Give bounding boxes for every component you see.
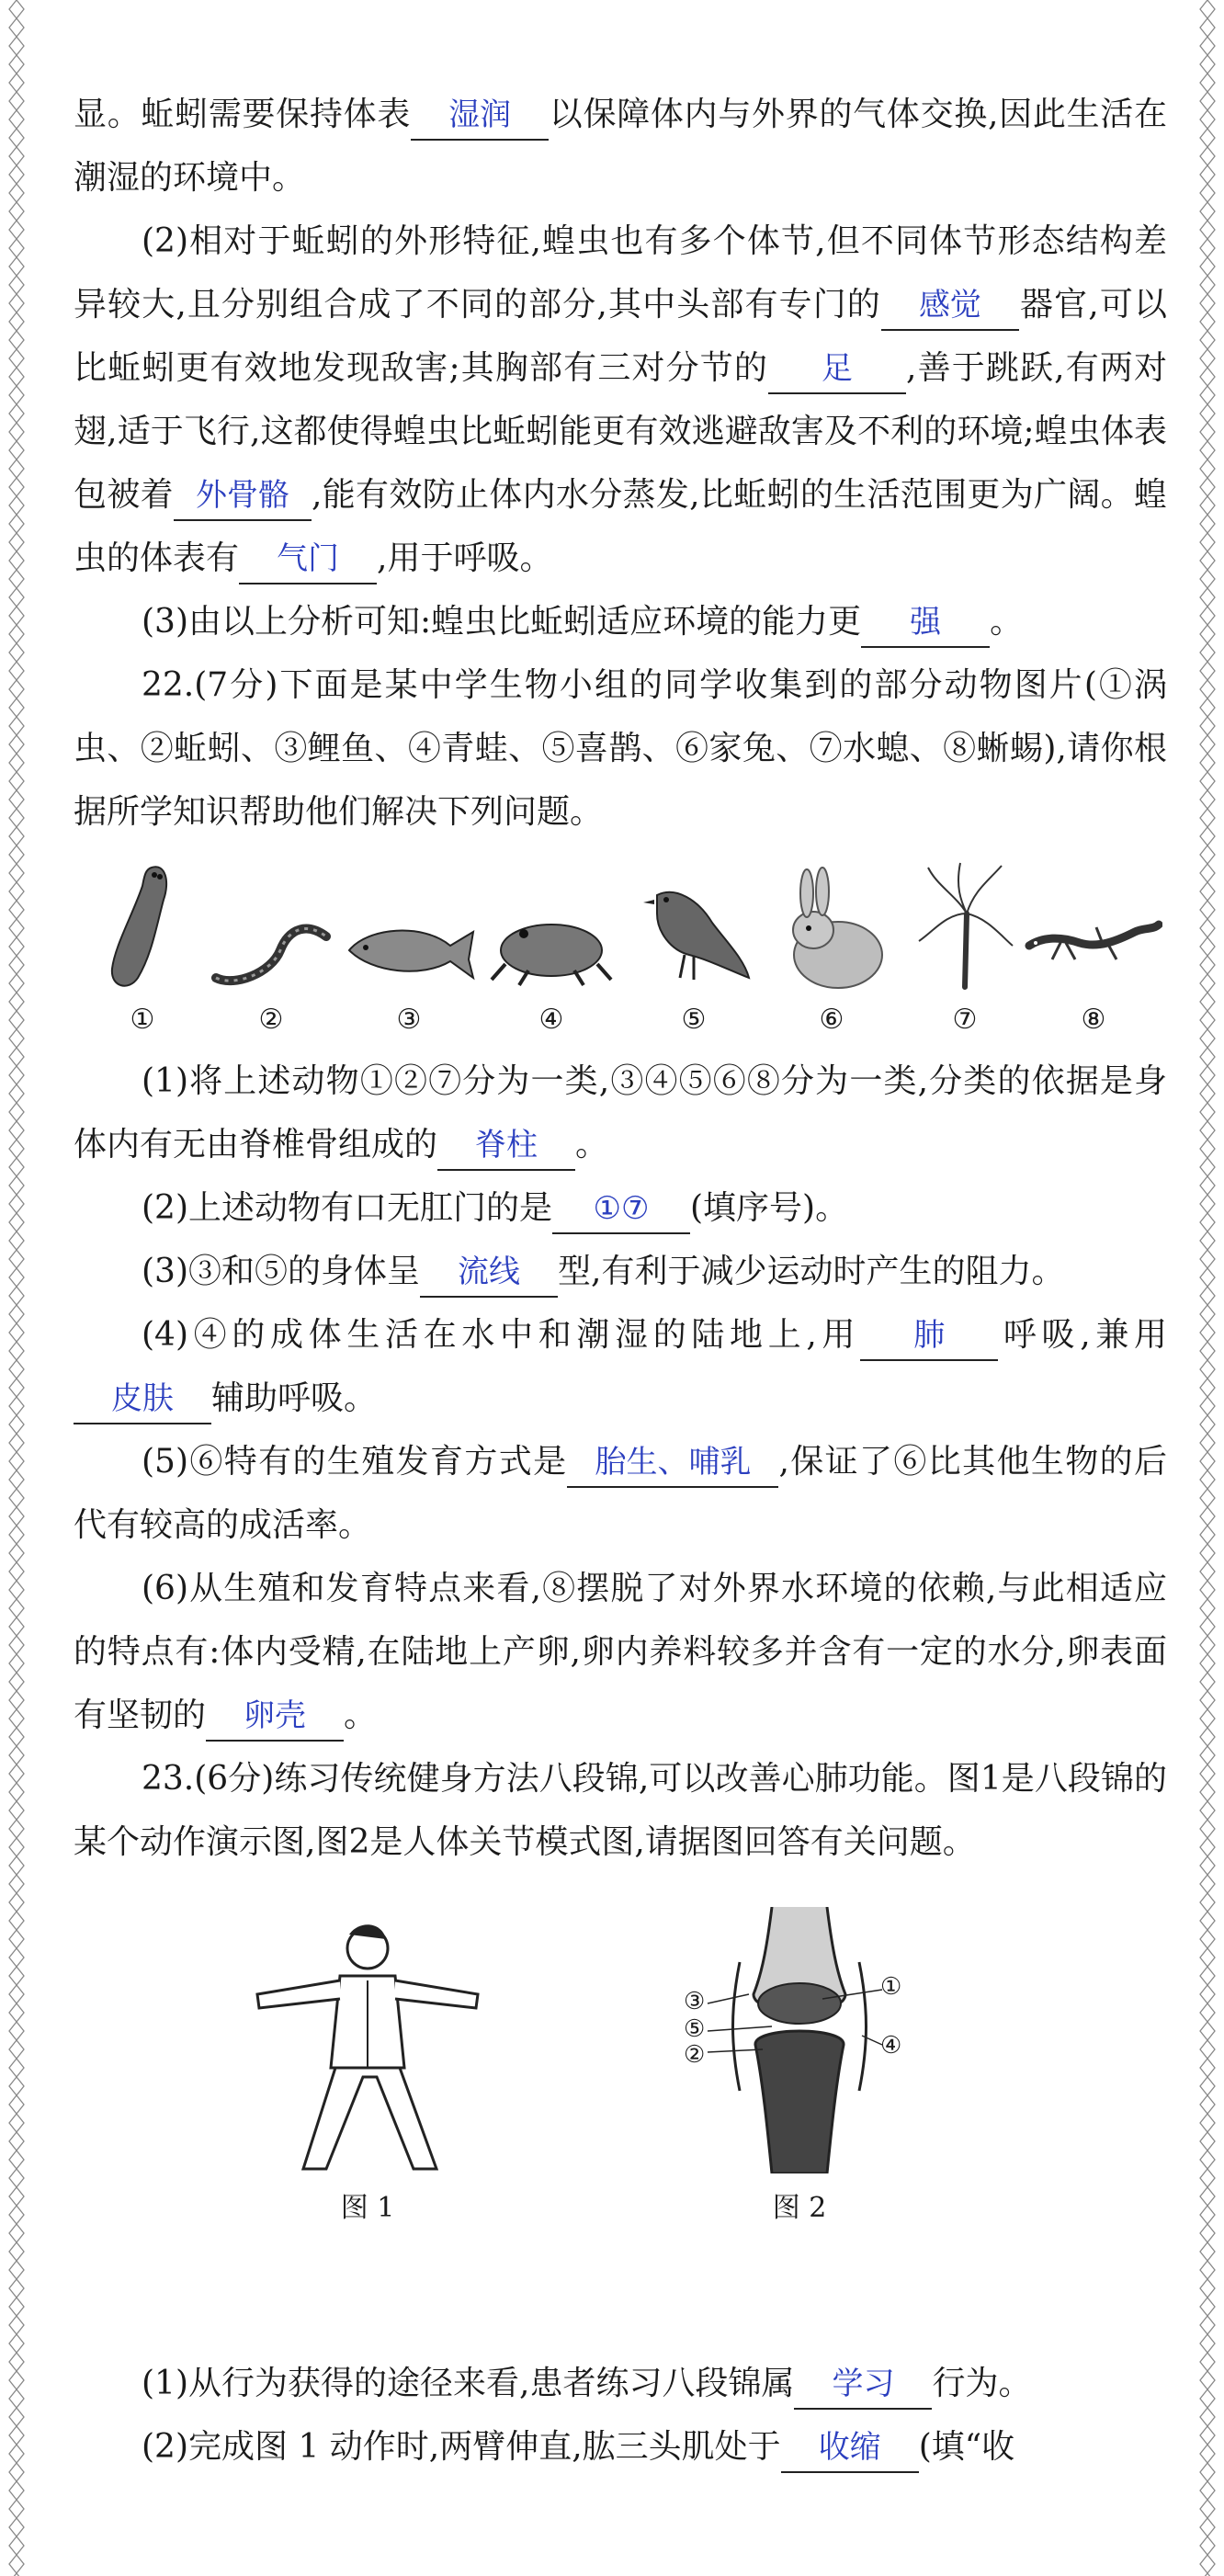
animal-rabbit bbox=[763, 858, 901, 1036]
q22-sub2: (2)上述动物有口无肛门的是 ①⑦ (填序号)。 bbox=[74, 1176, 1167, 1240]
magpie-icon bbox=[634, 858, 754, 996]
animal-number-5: ⑤ bbox=[681, 1004, 707, 1036]
q22-sub6: (6)从生殖和发育特点来看,⑧摆脱了对外界水环境的依赖,与此相适应的特点有:体内受精,在陆地上产卵,卵内养料较多并含有一定的水分,卵表面有坚韧的 卵壳 。 bbox=[74, 1557, 1167, 1747]
answer-blank-exoskeleton: 外骨骼 bbox=[174, 473, 312, 521]
answer-blank-streamline: 流线 bbox=[420, 1250, 558, 1298]
lizard-icon bbox=[1025, 858, 1162, 996]
answer-blank-eggshell: 卵壳 bbox=[206, 1694, 344, 1742]
answer-blank-no-anus: ①⑦ bbox=[552, 1186, 690, 1234]
answer-blank-learned: 学习 bbox=[794, 2362, 932, 2410]
answer-blank-sense: 感觉 bbox=[881, 283, 1019, 331]
joint-label-1: ① bbox=[880, 1973, 902, 2001]
answer-blank-lung: 肺 bbox=[860, 1313, 998, 1361]
figure-1 bbox=[248, 1907, 487, 2225]
answer-blank-skin: 皮肤 bbox=[74, 1377, 211, 1424]
q22-sub1: (1)将上述动物①②⑦分为一类,③④⑤⑥⑧分为一类,分类的依据是身体内有无由脊椎骨组成的 脊柱 。 bbox=[74, 1050, 1167, 1176]
answer-blank-viviparous: 胎生、哺乳 bbox=[567, 1440, 778, 1488]
q22-sub4: (4)④的成体生活在水中和潮湿的陆地上,用 肺 呼吸,兼用皮肤 辅助呼吸。 bbox=[74, 1303, 1167, 1430]
q23-figures bbox=[74, 1907, 1167, 2339]
joint-label-2: ② bbox=[684, 2041, 706, 2069]
joint-label-5: ⑤ bbox=[684, 2015, 706, 2043]
animal-magpie bbox=[625, 858, 763, 1036]
animal-carp bbox=[340, 858, 478, 1036]
animal-number-1: ① bbox=[130, 1004, 155, 1036]
joint-diagram-icon bbox=[698, 1907, 901, 2173]
animal-hydra bbox=[896, 858, 1034, 1036]
joint-label-3: ③ bbox=[684, 1988, 706, 2015]
q22-sub5: (5)⑥特有的生殖发育方式是 胎生、哺乳 ,保证了⑥比其他生物的后代有较高的成活率。 bbox=[74, 1430, 1167, 1557]
q23-sub1: (1)从行为获得的途径来看,患者练习八段锦属 学习 行为。 bbox=[74, 2352, 1167, 2415]
planarian-icon bbox=[101, 858, 184, 996]
animal-lizard bbox=[1025, 858, 1162, 1036]
q21-part1-text: 显。蚯蚓需要保持体表 湿润 以保障体内与外界的气体交换,因此生活在潮湿的环境中。 bbox=[74, 83, 1167, 210]
right-decorative-border bbox=[1196, 0, 1218, 2576]
q22-sub3: (3)③和⑤的身体呈 流线 型,有利于减少运动时产生的阻力。 bbox=[74, 1240, 1167, 1303]
animal-number-3: ③ bbox=[396, 1004, 422, 1036]
answer-blank-spiracle: 气门 bbox=[239, 537, 377, 584]
q22-intro: 22.(7分)下面是某中学生物小组的同学收集到的部分动物图片(①涡虫、②蚯蚓、③鲤鱼、④青蛙、⑤喜鹊、⑥家兔、⑦水螅、⑧蜥蜴),请你根据所学知识帮助他们解决下列问题。 bbox=[74, 666, 1167, 831]
animal-pictures-row bbox=[74, 858, 1167, 1042]
q21-part3-text: (3)由以上分析可知:蝗虫比蚯蚓适应环境的能力更 强 。 bbox=[74, 590, 1167, 653]
animal-planarian bbox=[74, 858, 211, 1036]
animal-number-2: ② bbox=[258, 1004, 284, 1036]
worksheet-page bbox=[74, 83, 1167, 2479]
figure-2 bbox=[684, 1907, 902, 2225]
animal-earthworm bbox=[202, 858, 340, 1036]
answer-blank-contract: 收缩 bbox=[781, 2425, 919, 2473]
q21-part2-text: (2)相对于蚯蚓的外形特征,蝗虫也有多个体节,但不同体节形态结构差异较大,且分别组合成了不同的部分,其中头部有专门的 感觉 器官,可以比蚯蚓更有效地发现敌害;其胸部有三对分节的 足 ,善于跳跃,有两对翅,适于飞行,这都使得蝗虫比蚯蚓能更有效逃避敌害及不利的环境;蝗虫体表包被着 外骨骼 ,能有效防止体内水分蒸发,比蚯蚓的生活范围更为广阔。蝗虫的体表有 气门 ,用于呼吸。 bbox=[74, 210, 1167, 590]
carp-icon bbox=[340, 858, 478, 996]
frog-icon bbox=[487, 858, 616, 996]
q23-sub2: (2)完成图 1 动作时,两臂伸直,肱三头肌处于 收缩 (填“收 bbox=[74, 2415, 1167, 2479]
joint-label-4: ④ bbox=[880, 2032, 902, 2060]
animal-number-7: ⑦ bbox=[952, 1004, 978, 1036]
animal-number-6: ⑥ bbox=[819, 1004, 844, 1036]
animal-number-4: ④ bbox=[538, 1004, 564, 1036]
animal-number-8: ⑧ bbox=[1081, 1004, 1106, 1036]
earthworm-icon bbox=[207, 858, 335, 996]
answer-blank-spine: 脊柱 bbox=[437, 1123, 575, 1171]
figure-2-caption: 图 2 bbox=[772, 2192, 827, 2224]
hydra-icon bbox=[910, 858, 1020, 996]
rabbit-icon bbox=[772, 858, 891, 996]
baduanjin-person-icon bbox=[248, 1907, 487, 2173]
answer-blank-stronger: 强 bbox=[861, 600, 990, 648]
left-decorative-border bbox=[6, 0, 28, 2576]
animal-frog bbox=[482, 858, 620, 1036]
answer-blank-legs: 足 bbox=[768, 346, 906, 394]
q23-intro: 23.(6分)练习传统健身方法八段锦,可以改善心肺功能。图1是八段锦的某个动作演示图,图2是人体关节模式图,请据图回答有关问题。 bbox=[74, 1760, 1167, 1861]
figure-1-caption: 图 1 bbox=[340, 2192, 395, 2224]
answer-blank-moist: 湿润 bbox=[411, 93, 549, 141]
